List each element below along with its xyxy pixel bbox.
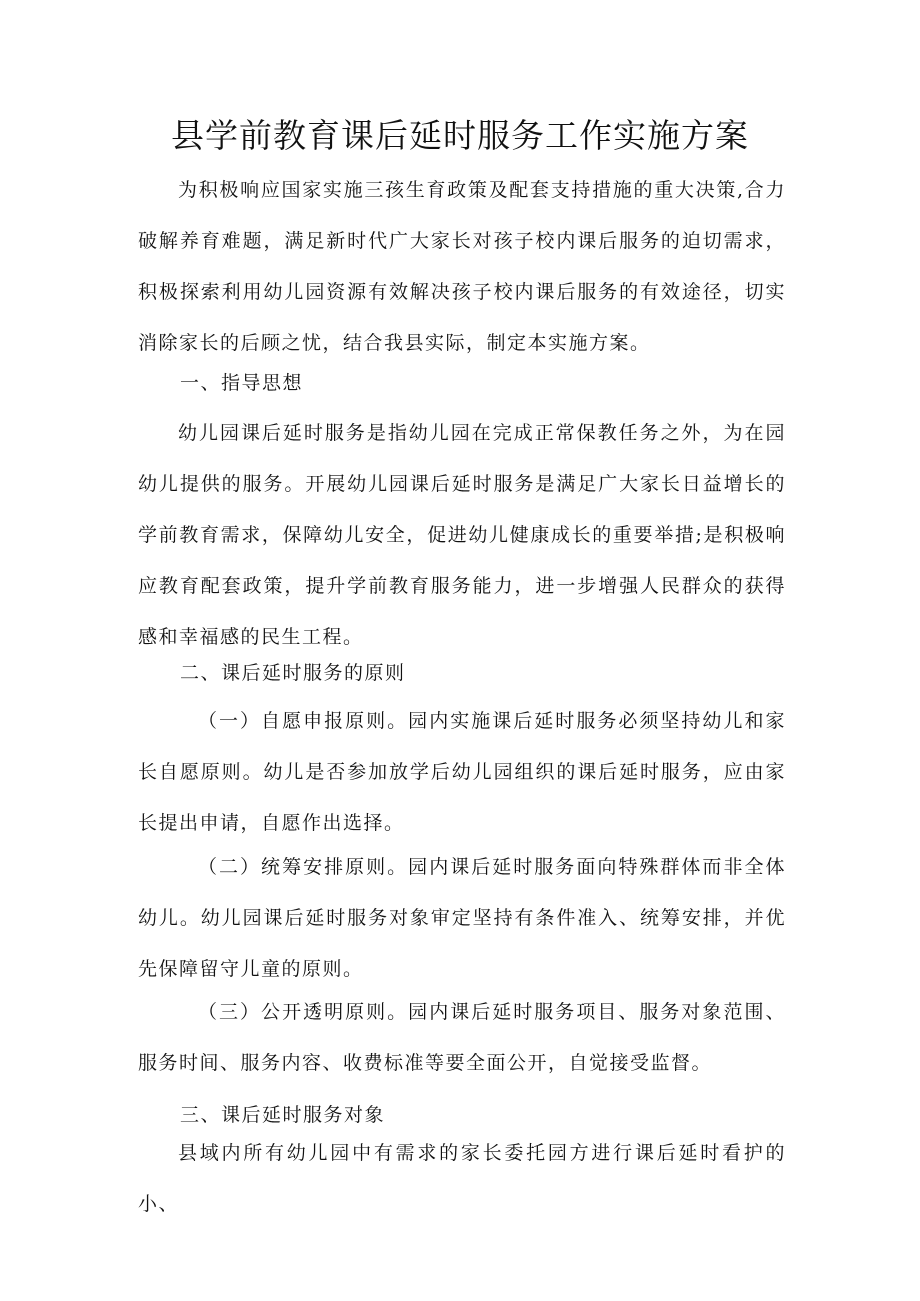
section-2-item-1: （一）自愿申报原则。园内实施课后延时服务必须坚持幼儿和家长自愿原则。幼儿是否参加放学后幼儿园组织的课后延时服务，应由家长提出申请，自愿作出选择。 (138, 710, 786, 834)
intro-paragraph: 为积极响应国家实施三孩生育政策及配套支持措施的重大决策,合力破解养育难题，满足新时代广大家长对孩子校内课后服务的迫切需求，积极探索利用幼儿园资源有效解决孩子校内课后服务的有效途径，切实消除家长的后顾之忧，结合我县实际，制定本实施方案。 (138, 179, 786, 354)
section-2-item-3: （三）公开透明原则。园内课后延时服务项目、服务对象范围、服务时间、服务内容、收费标准等要全面公开，自觉接受监督。 (138, 1001, 786, 1074)
section-2-item-2: （二）统筹安排原则。园内课后延时服务面向特殊群体而非全体幼儿。幼儿园课后延时服务对象审定坚持有条件准入、统筹安排，并优先保障留守儿童的原则。 (138, 856, 786, 980)
document-title: 县学前教育课后延时服务工作实施方案 (171, 116, 749, 155)
section-3-paragraph: 县域内所有幼儿园中有需求的家长委托园方进行课后延时看护的小、 (138, 1142, 786, 1215)
section-1-paragraph: 幼儿园课后延时服务是指幼儿园在完成正常保教任务之外，为在园幼儿提供的服务。开展幼儿园课后延时服务是满足广大家长日益增长的学前教育需求，保障幼儿安全，促进幼儿健康成长的重要举措;是积极响应教育配套政策，提升学前教育服务能力，进一步增强人民群众的获得感和幸福感的民生工程。 (138, 422, 786, 648)
section-3-heading: 三、课后延时服务对象 (180, 1104, 386, 1126)
section-2-heading: 二、课后延时服务的原则 (180, 662, 406, 684)
section-1-heading: 一、指导思想 (180, 372, 304, 394)
